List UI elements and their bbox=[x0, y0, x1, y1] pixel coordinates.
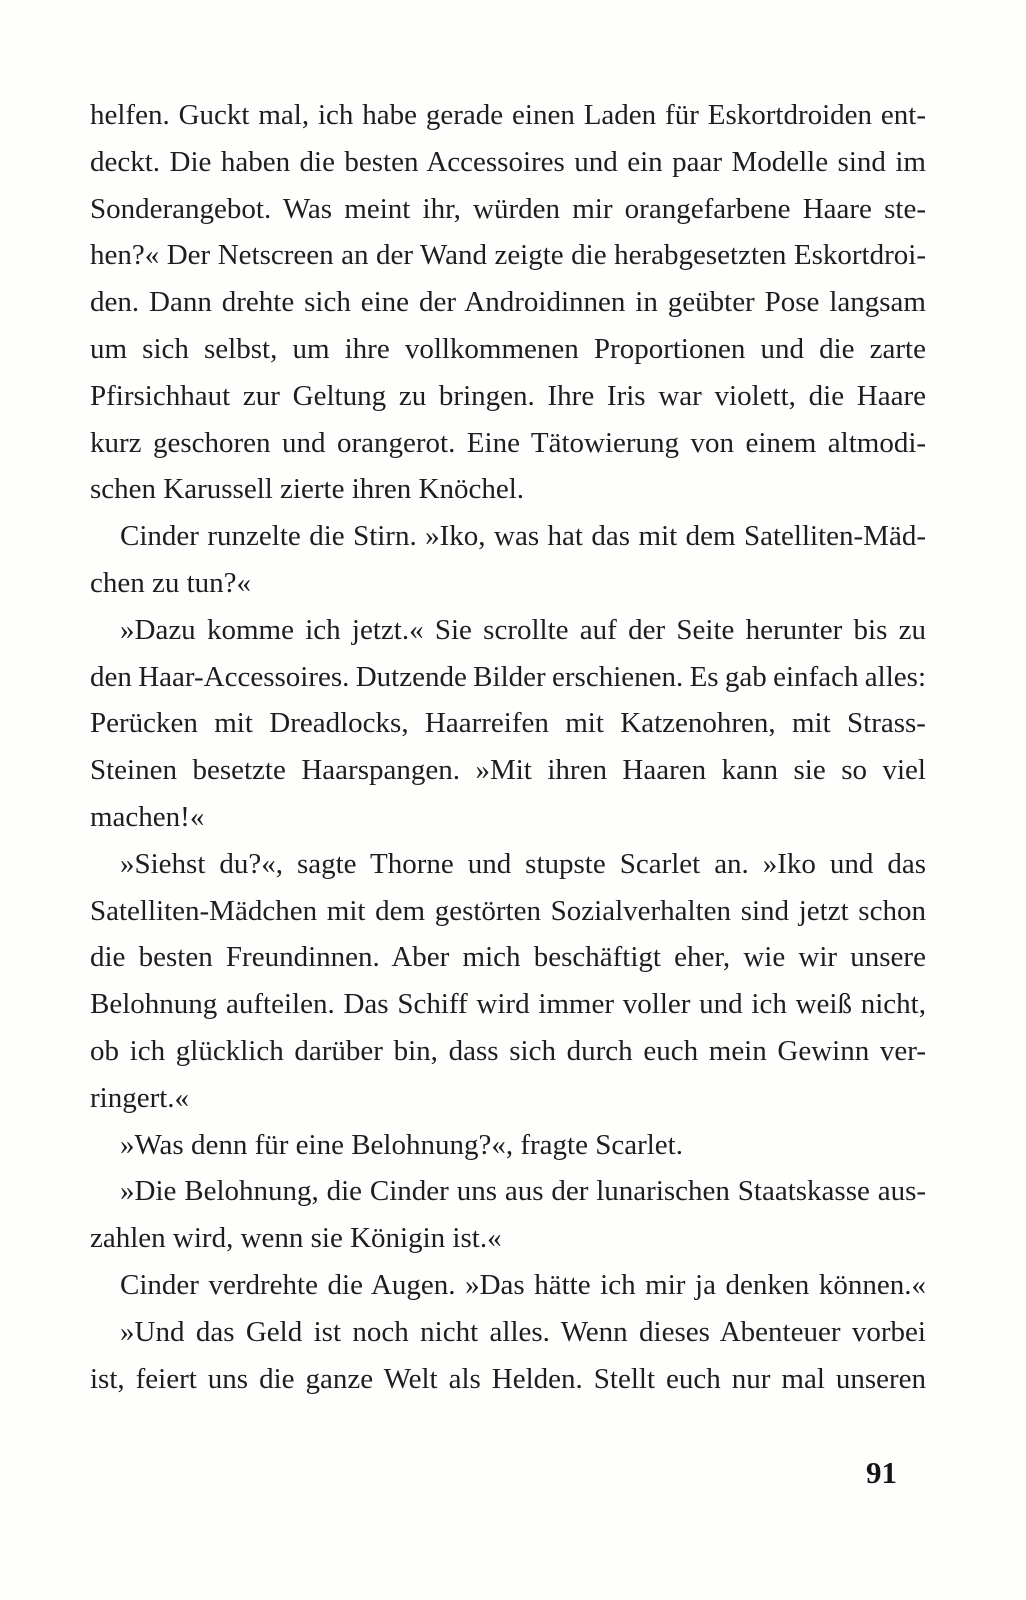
text-line bbox=[90, 700, 926, 747]
text-line bbox=[90, 92, 926, 139]
text-line-content: Cinder verdrehte die Augen. »Das hätte ich mir ja denken können.« bbox=[120, 1268, 926, 1301]
text-line bbox=[90, 373, 926, 420]
text-line bbox=[90, 607, 926, 654]
text-line-content: den. Dann drehte sich eine der Androidinnen in geübter Pose langsam bbox=[90, 286, 926, 319]
text-line-content: Perücken mit Dreadlocks, Haarreifen mit Katzenohren, mit Strass- bbox=[90, 707, 926, 740]
text-line-content: zahlen wird, wenn sie Königin ist.« bbox=[90, 1222, 502, 1255]
text-line-content: helfen. Guckt mal, ich habe gerade einen Laden für Eskortdroiden ent- bbox=[90, 99, 927, 131]
text-line bbox=[90, 934, 926, 981]
text-line bbox=[90, 981, 926, 1028]
text-line bbox=[90, 747, 926, 794]
text-line bbox=[90, 232, 926, 279]
text-line-content: chen zu tun?« bbox=[90, 566, 252, 599]
text-line bbox=[90, 1075, 926, 1122]
text-line-content: Steinen besetzte Haarspangen. »Mit ihren Haaren kann sie so viel bbox=[90, 754, 926, 787]
text-line bbox=[90, 1028, 926, 1075]
text-line bbox=[90, 513, 926, 560]
text-line bbox=[90, 1215, 926, 1262]
page-text-block bbox=[90, 92, 926, 1402]
text-line bbox=[90, 794, 926, 841]
text-line-content: hen?« Der Netscreen an der Wand zeigte die herabgesetzten Eskortdroi- bbox=[90, 239, 926, 272]
page-number: 91 bbox=[866, 1455, 897, 1490]
text-line bbox=[90, 186, 926, 233]
text-line bbox=[90, 1309, 926, 1356]
text-line bbox=[90, 1168, 926, 1215]
text-line-content: den Haar-Accessoires. Dutzende Bilder erschienen. Es gab einfach alles: bbox=[90, 660, 926, 693]
text-line-content: Sonderangebot. Was meint ihr, würden mir orangefarbene Haare ste- bbox=[90, 192, 926, 225]
text-line-content: »Dazu komme ich jetzt.« Sie scrollte auf der Seite herunter bis zu bbox=[120, 613, 927, 646]
text-line bbox=[90, 1122, 926, 1169]
text-line bbox=[90, 560, 926, 607]
text-line-content: Belohnung aufteilen. Das Schiff wird immer voller und ich weiß nicht, bbox=[90, 988, 926, 1021]
text-line-content: »Siehst du?«, sagte Thorne und stupste Scarlet an. »Iko und das bbox=[120, 847, 927, 880]
text-line-content: ringert.« bbox=[90, 1081, 190, 1114]
text-line bbox=[90, 654, 926, 701]
text-line bbox=[90, 139, 926, 186]
text-line-content: schen Karussell zierte ihren Knöchel. bbox=[90, 473, 525, 506]
text-line bbox=[90, 841, 926, 888]
text-line-content: »Die Belohnung, die Cinder uns aus der lunarischen Staatskasse aus- bbox=[120, 1175, 927, 1208]
text-line bbox=[90, 1356, 926, 1403]
text-line-content: »Und das Geld ist noch nicht alles. Wenn dieses Abenteuer vorbei bbox=[120, 1315, 926, 1348]
text-line bbox=[90, 1262, 926, 1309]
text-line bbox=[90, 420, 926, 467]
text-line-content: Satelliten-Mädchen mit dem gestörten Sozialverhalten sind jetzt schon bbox=[90, 894, 926, 927]
text-line bbox=[90, 888, 926, 935]
text-line-content: ist, feiert uns die ganze Welt als Helden. Stellt euch nur mal unseren bbox=[90, 1362, 927, 1395]
text-line-content: deckt. Die haben die besten Accessoires und ein paar Modelle sind im bbox=[90, 145, 926, 178]
text-line bbox=[90, 466, 926, 513]
text-line-content: Pfirsichhaut zur Geltung zu bringen. Ihre Iris war violett, die Haare bbox=[90, 379, 927, 412]
text-line bbox=[90, 326, 926, 373]
text-line-content: »Was denn für eine Belohnung?«, fragte Scarlet. bbox=[120, 1128, 683, 1161]
text-line bbox=[90, 279, 926, 326]
text-line-content: kurz geschoren und orangerot. Eine Tätowierung von einem altmodi- bbox=[90, 426, 927, 459]
text-line-content: ob ich glücklich darüber bin, dass sich durch euch mein Gewinn ver- bbox=[90, 1034, 927, 1067]
text-line-content: machen!« bbox=[90, 800, 205, 833]
text-line-content: um sich selbst, um ihre vollkommenen Proportionen und die zarte bbox=[90, 332, 926, 365]
text-line-content: Cinder runzelte die Stirn. »Iko, was hat das mit dem Satelliten-Mäd- bbox=[120, 520, 926, 553]
text-line-content: die besten Freundinnen. Aber mich beschäftigt eher, wie wir unsere bbox=[90, 941, 926, 974]
